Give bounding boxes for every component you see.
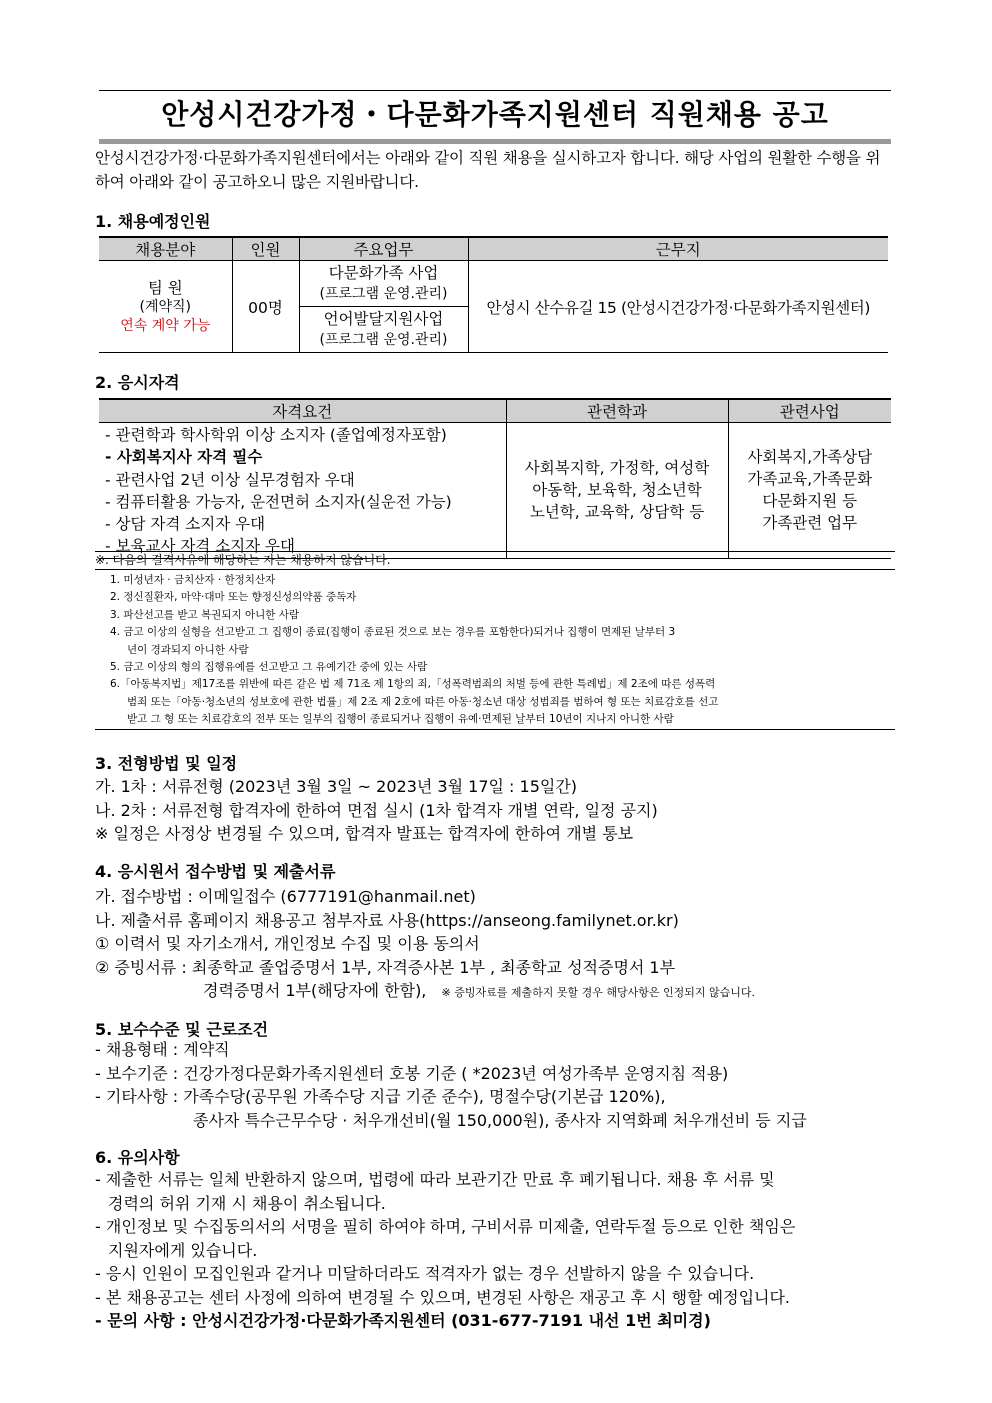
condition-line: - 기타사항 : 가족수당(공무원 가족수당 지급 기준 준수), 명절수당(기본급 120%), — [95, 1087, 666, 1106]
contact-line: - 문의 사항 : 안성시건강가정·다문화가족지원센터 (031-677-7191 내선 1번 최미경) — [95, 1311, 711, 1330]
task1-cell — [299, 261, 468, 307]
disqualification-item: 6.「아동복지법」제17조를 위반에 따른 같은 법 제 71조 제 1항의 죄,「성폭력범죄의 처벌 등에 관한 특례법」제 2조에 따른 성폭력 — [110, 678, 716, 691]
evidence-note: ※ 증빙자료를 제출하지 못할 경우 해당사항은 인정되지 않습니다. — [441, 986, 755, 999]
majors-cell — [506, 423, 728, 559]
business-cell — [728, 423, 891, 559]
col-header-task: 주요업무 — [299, 237, 468, 261]
qualification-item-required: - 사회복지사 자격 필수 — [105, 448, 263, 467]
section2-heading: 2. 응시자격 — [95, 373, 180, 392]
page-title: 안성시건강가정・다문화가족지원센터 직원채용 공고 — [161, 98, 829, 131]
caution-line: - 응시 인원이 모집인원과 같거나 미달하더라도 적격자가 없는 경우 선발하지 않을 수 있습니다. — [95, 1264, 755, 1283]
disqualification-item-cont: 년이 경과되지 아니한 사람 — [127, 643, 249, 656]
field-note: 연속 계약 가능 — [120, 317, 211, 334]
section3-heading: 3. 전형방법 및 일정 — [95, 754, 238, 773]
business-line: 사회복지,가족상담 — [747, 448, 873, 467]
disqualification-item: 4. 금고 이상의 실형을 선고받고 그 집행이 종료(집행이 종료된 것으로 보는 경우를 포함한다)되거나 집행이 면제된 날부터 3 — [110, 626, 676, 639]
title-block — [99, 90, 891, 144]
application-line: ② 증빙서류 : 최종학교 졸업증명서 1부, 자격증사본 1부 , 최종학교 성적증명서 1부 — [95, 957, 676, 977]
qualification-item: - 관련사업 2년 이상 실무경험자 우대 — [105, 470, 355, 489]
intro-paragraph: 안성시건강가정·다문화가족지원센터에서는 아래와 같이 직원 채용을 실시하고자 합니다. 해당 사업의 원활한 수행을 위하여 아래와 같이 공고하오니 많은 지원바랍니다. — [95, 149, 881, 191]
condition-line: 종사자 특수근무수당 · 처우개선비(월 150,000원), 종사자 지역화폐 처우개선비 등 지급 — [193, 1110, 807, 1130]
qualification-item: - 보육교사 자격 소지자 우대 — [105, 537, 296, 556]
task2-title: 언어발달지원사업 — [323, 309, 444, 328]
disqualification-item: 5. 금고 이상의 형의 집행유예를 선고받고 그 유예기간 중에 있는 사람 — [110, 661, 428, 674]
col-header-qualification: 자격요건 — [99, 399, 506, 423]
business-line: 가족관련 업무 — [762, 514, 858, 533]
task1-title: 다문화가족 사업 — [328, 263, 439, 282]
field-cell — [99, 261, 232, 353]
career-certificate-text: 경력증명서 1부(해당자에 한함), — [203, 981, 427, 1000]
field-name: 팀 원 — [147, 278, 183, 297]
application-line: 나. 제출서류 홈페이지 채용공고 첨부자료 사용(https://anseong.familynet.or.kr) — [95, 910, 679, 930]
application-line: ① 이력서 및 자기소개서, 개인정보 수집 및 이용 동의서 — [95, 934, 480, 953]
title-rule-bottom — [99, 139, 891, 144]
caution-line: - 본 채용공고는 센터 사정에 의하여 변경될 수 있으며, 변경된 사항은 재공고 후 시 행할 예정입니다. — [95, 1287, 791, 1307]
recruitment-table — [99, 236, 888, 353]
schedule-line: ※ 일정은 사정상 변경될 수 있으며, 합격자 발표는 합격자에 한하여 개별 통보 — [95, 824, 634, 843]
task1-sub: (프로그램 운영.관리) — [319, 285, 448, 302]
disqualification-item-cont: 받고 그 형 또는 치료감호의 전부 또는 일부의 집행이 종료되거나 집행이 유예·면제된 날부터 10년이 지나지 아니한 사람 — [127, 713, 674, 726]
caution-line: 지원자에게 있습니다. — [108, 1240, 258, 1260]
caution-line: - 제출한 서류는 일체 반환하지 않으며, 법령에 따라 보관기간 만료 후 폐기됩니다. 채용 후 서류 및 — [95, 1170, 775, 1189]
col-header-workplace: 근무지 — [468, 237, 888, 261]
caution-line: - 개인정보 및 수집동의서의 서명을 필히 하여야 하며, 구비서류 미제출, 연락두절 등으로 인한 책임은 — [95, 1217, 796, 1236]
business-line: 다문화지원 등 — [762, 492, 858, 511]
application-line: 가. 접수방법 : 이메일접수 (6777191@hanmail.net) — [95, 887, 476, 906]
col-header-majors: 관련학과 — [506, 399, 728, 423]
major-line: 사회복지학, 가정학, 여성학 — [524, 459, 710, 478]
condition-line: - 채용형태 : 계약직 — [95, 1040, 230, 1059]
section1-heading: 1. 채용예정인원 — [95, 212, 211, 231]
qualification-item: - 컴퓨터활용 가능자, 운전면허 소지자(실운전 가능) — [105, 492, 452, 511]
section5-heading: 5. 보수수준 및 근로조건 — [95, 1020, 269, 1039]
disqualification-item: 3. 파산선고를 받고 복권되지 아니한 사람 — [110, 608, 299, 621]
disqualification-rule — [95, 729, 895, 730]
qualification-table — [99, 398, 891, 559]
section6-body — [95, 1168, 895, 1333]
disqualification-item-cont: 범죄 또는「아동·청소년의 성보호에 관한 법률」제 2조 제 2호에 따른 아동·청소년 대상 성범죄를 범하여 형 또는 치료감호를 선고 — [127, 695, 719, 708]
major-line: 아동학, 보육학, 청소년학 — [532, 481, 702, 500]
section3-body — [95, 775, 658, 846]
condition-line: - 보수기준 : 건강가정다문화가족지원센터 호봉 기준 ( *2023년 여성가족부 운영지침 적용) — [95, 1063, 729, 1083]
section6-heading: 6. 유의사항 — [95, 1148, 180, 1167]
disqualification-notice: ※. 다음의 결격사유에 해당하는 자는 채용하지 않습니다. — [95, 551, 895, 570]
qualification-list — [99, 423, 506, 559]
col-header-field: 채용분야 — [99, 237, 232, 261]
workplace-cell: 안성시 산수유길 15 (안성시건강가정·다문화가족지원센터) — [468, 261, 888, 353]
section4-body — [95, 885, 755, 1005]
disqualification-list — [110, 572, 895, 729]
business-line: 가족교육,가족문화 — [747, 470, 873, 489]
task2-cell — [299, 307, 468, 353]
col-header-count: 인원 — [232, 237, 299, 261]
disqualification-item: 2. 정신질환자, 마약·대마 또는 향정신성의약품 중독자 — [110, 591, 357, 604]
section5-body — [95, 1038, 807, 1132]
application-line — [95, 979, 755, 1005]
field-type: (계약직) — [139, 298, 191, 315]
schedule-line: 가. 1차 : 서류전형 (2023년 3월 3일 ~ 2023년 3월 17일 : 15일간) — [95, 777, 578, 796]
qualification-item: - 관련학과 학사학위 이상 소지자 (졸업예정자포함) — [105, 426, 447, 444]
section4-heading: 4. 응시원서 접수방법 및 제출서류 — [95, 862, 336, 881]
count-cell: 00명 — [232, 261, 299, 353]
caution-line: 경력의 허위 기재 시 채용이 취소됩니다. — [108, 1193, 386, 1213]
major-line: 노년학, 교육학, 상담학 등 — [529, 503, 705, 522]
disqualification-item: 1. 미성년자 · 금치산자 · 한정치산자 — [110, 574, 276, 586]
col-header-business: 관련사업 — [728, 399, 891, 423]
task2-sub: (프로그램 운영.관리) — [319, 331, 448, 348]
schedule-line: 나. 2차 : 서류전형 합격자에 한하여 면접 실시 (1차 합격자 개별 연락, 일정 공지) — [95, 800, 658, 820]
qualification-item: - 상담 자격 소지자 우대 — [105, 515, 266, 534]
